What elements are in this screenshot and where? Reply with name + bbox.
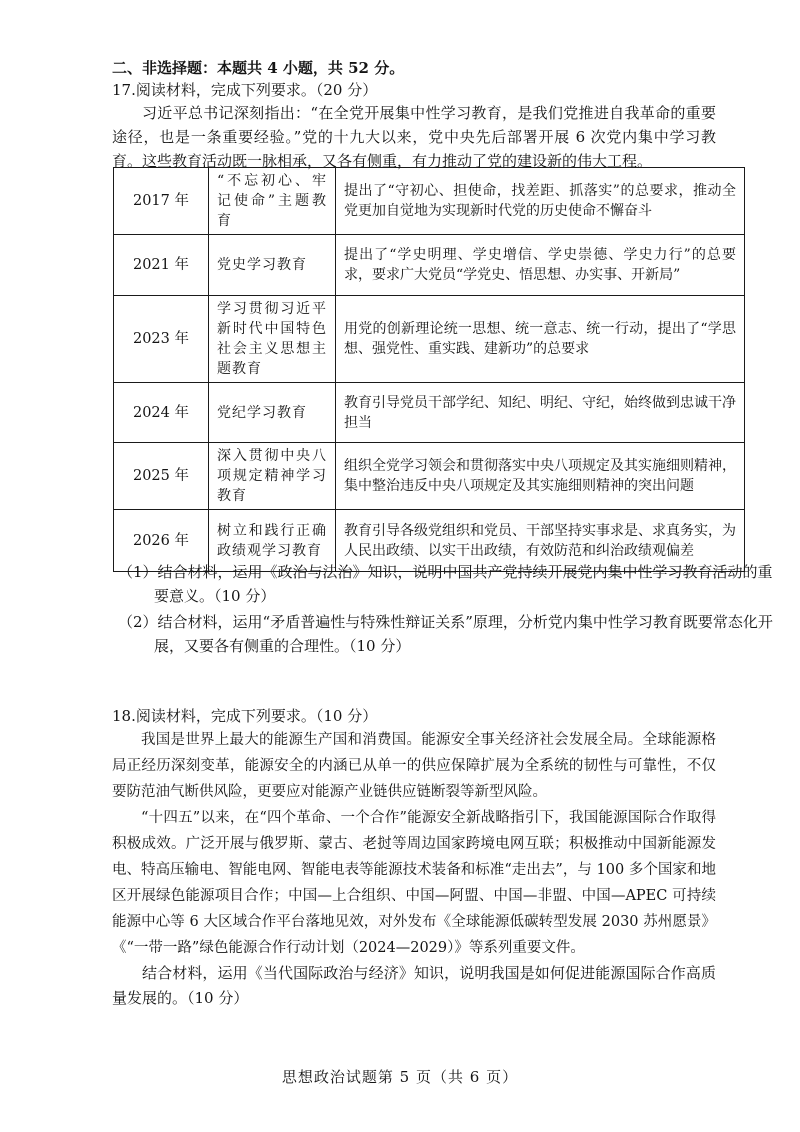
row-name: 学习贯彻习近平新时代中国特色社会主义思想主题教育 bbox=[209, 296, 336, 383]
row-name: “不忘初心、牢记使命”主题教育 bbox=[209, 168, 336, 235]
page-footer: 思想政治试题第 5 页（共 6 页） bbox=[281, 1068, 519, 1086]
row-year: 2026 年 bbox=[114, 510, 209, 572]
q18-question: 结合材料，运用《当代国际政治与经济》知识，说明我国是如何促进能源国际合作高质量发展的。（10 分） bbox=[112, 964, 716, 1007]
row-name: 党史学习教育 bbox=[209, 235, 336, 296]
row-desc: 提出了“守初心、担使命，找差距、抓落实”的总要求，推动全党更加自觉地为实现新时代党的历史使命不懈奋斗 bbox=[336, 168, 745, 235]
section-header: 二、非选择题：本题共 4 小题，共 52 分。 bbox=[112, 59, 405, 77]
table-row bbox=[114, 383, 745, 443]
row-year: 2017 年 bbox=[114, 168, 209, 235]
q17-sub1: （1）结合材料，运用《政治与法治》知识，说明中国共产党持续开展党内集中性学习教育活动的重要意义。（10 分） bbox=[118, 563, 773, 605]
row-desc: 提出了“学史明理、学史增信、学史崇德、学史力行”的总要求，要求广大党员“学党史、悟思想、办实事、开新局” bbox=[336, 235, 745, 296]
q18-paragraph-1: 我国是世界上最大的能源生产国和消费国。能源安全事关经济社会发展全局。全球能源格局正经历深刻变革，能源安全的内涵已从单一的供应保障扩展为全系统的韧性与可靠性，不仅要防范油气断供风险，更要应对能源产业链供应链断裂等新型风险。 bbox=[112, 732, 716, 800]
row-desc: 教育引导党员干部学纪、知纪、明纪、守纪，始终做到忠诚干净担当 bbox=[336, 383, 745, 443]
q18-paragraph-2: “十四五”以来，在“四个革命、一个合作”能源安全新战略指引下，我国能源国际合作取得积极成效。广泛开展与俄罗斯、蒙古、老挝等周边国家跨境电网互联；积极推动中国新能源发电、特高压输电、智能电网、智能电表等能源技术装备和标准“走出去”，与 100 多个国家和地区开展绿色能源项目合作；中国—上合组织、中国—阿盟、中国—非盟、中国—APEC 可持续能源中心等 6 大区域合作平台落地见效，对外发布《全球能源低碳转型发展 2030 苏州愿景》《“一带一路”绿色能源合作行动计划（2024—2029）》等系列重要文件。 bbox=[112, 810, 716, 956]
row-year: 2023 年 bbox=[114, 296, 209, 383]
row-desc: 用党的创新理论统一思想、统一意志、统一行动，提出了“学思想、强党性、重实践、建新功”的总要求 bbox=[336, 296, 745, 383]
table-row bbox=[114, 443, 745, 510]
row-desc: 教育引导各级党组织和党员、干部坚持实事求是、求真务实，为人民出政绩、以实干出政绩，有效防范和纠治政绩观偏差 bbox=[336, 510, 745, 572]
row-name: 党纪学习教育 bbox=[209, 383, 336, 443]
table-row bbox=[114, 168, 745, 235]
q17-sub2: （2）结合材料，运用“矛盾普遍性与特殊性辩证关系”原理，分析党内集中性学习教育既要常态化开展，又要各有侧重的合理性。（10 分） bbox=[118, 613, 773, 655]
q18-stem: 18.阅读材料，完成下列要求。（10 分） bbox=[112, 707, 378, 725]
row-year: 2024 年 bbox=[114, 383, 209, 443]
education-table bbox=[113, 167, 745, 572]
row-year: 2025 年 bbox=[114, 443, 209, 510]
row-desc: 组织全党学习领会和贯彻落实中央八项规定及其实施细则精神，集中整治违反中央八项规定及其实施细则精神的突出问题 bbox=[336, 443, 745, 510]
row-name: 深入贯彻中央八项规定精神学习教育 bbox=[209, 443, 336, 510]
table-row bbox=[114, 296, 745, 383]
row-name: 树立和践行正确政绩观学习教育 bbox=[209, 510, 336, 572]
row-year: 2021 年 bbox=[114, 235, 209, 296]
q17-stem: 17.阅读材料，完成下列要求。（20 分） bbox=[112, 81, 378, 99]
table-row bbox=[114, 235, 745, 296]
q17-intro: 习近平总书记深刻指出：“在全党开展集中性学习教育，是我们党推进自我革命的重要途径，也是一条重要经验。”党的十九大以来，党中央先后部署开展 6 次党内集中学习教育。这些教育活动既一脉相承，又各有侧重，有力推动了党的建设新的伟大工程。 bbox=[112, 104, 716, 170]
